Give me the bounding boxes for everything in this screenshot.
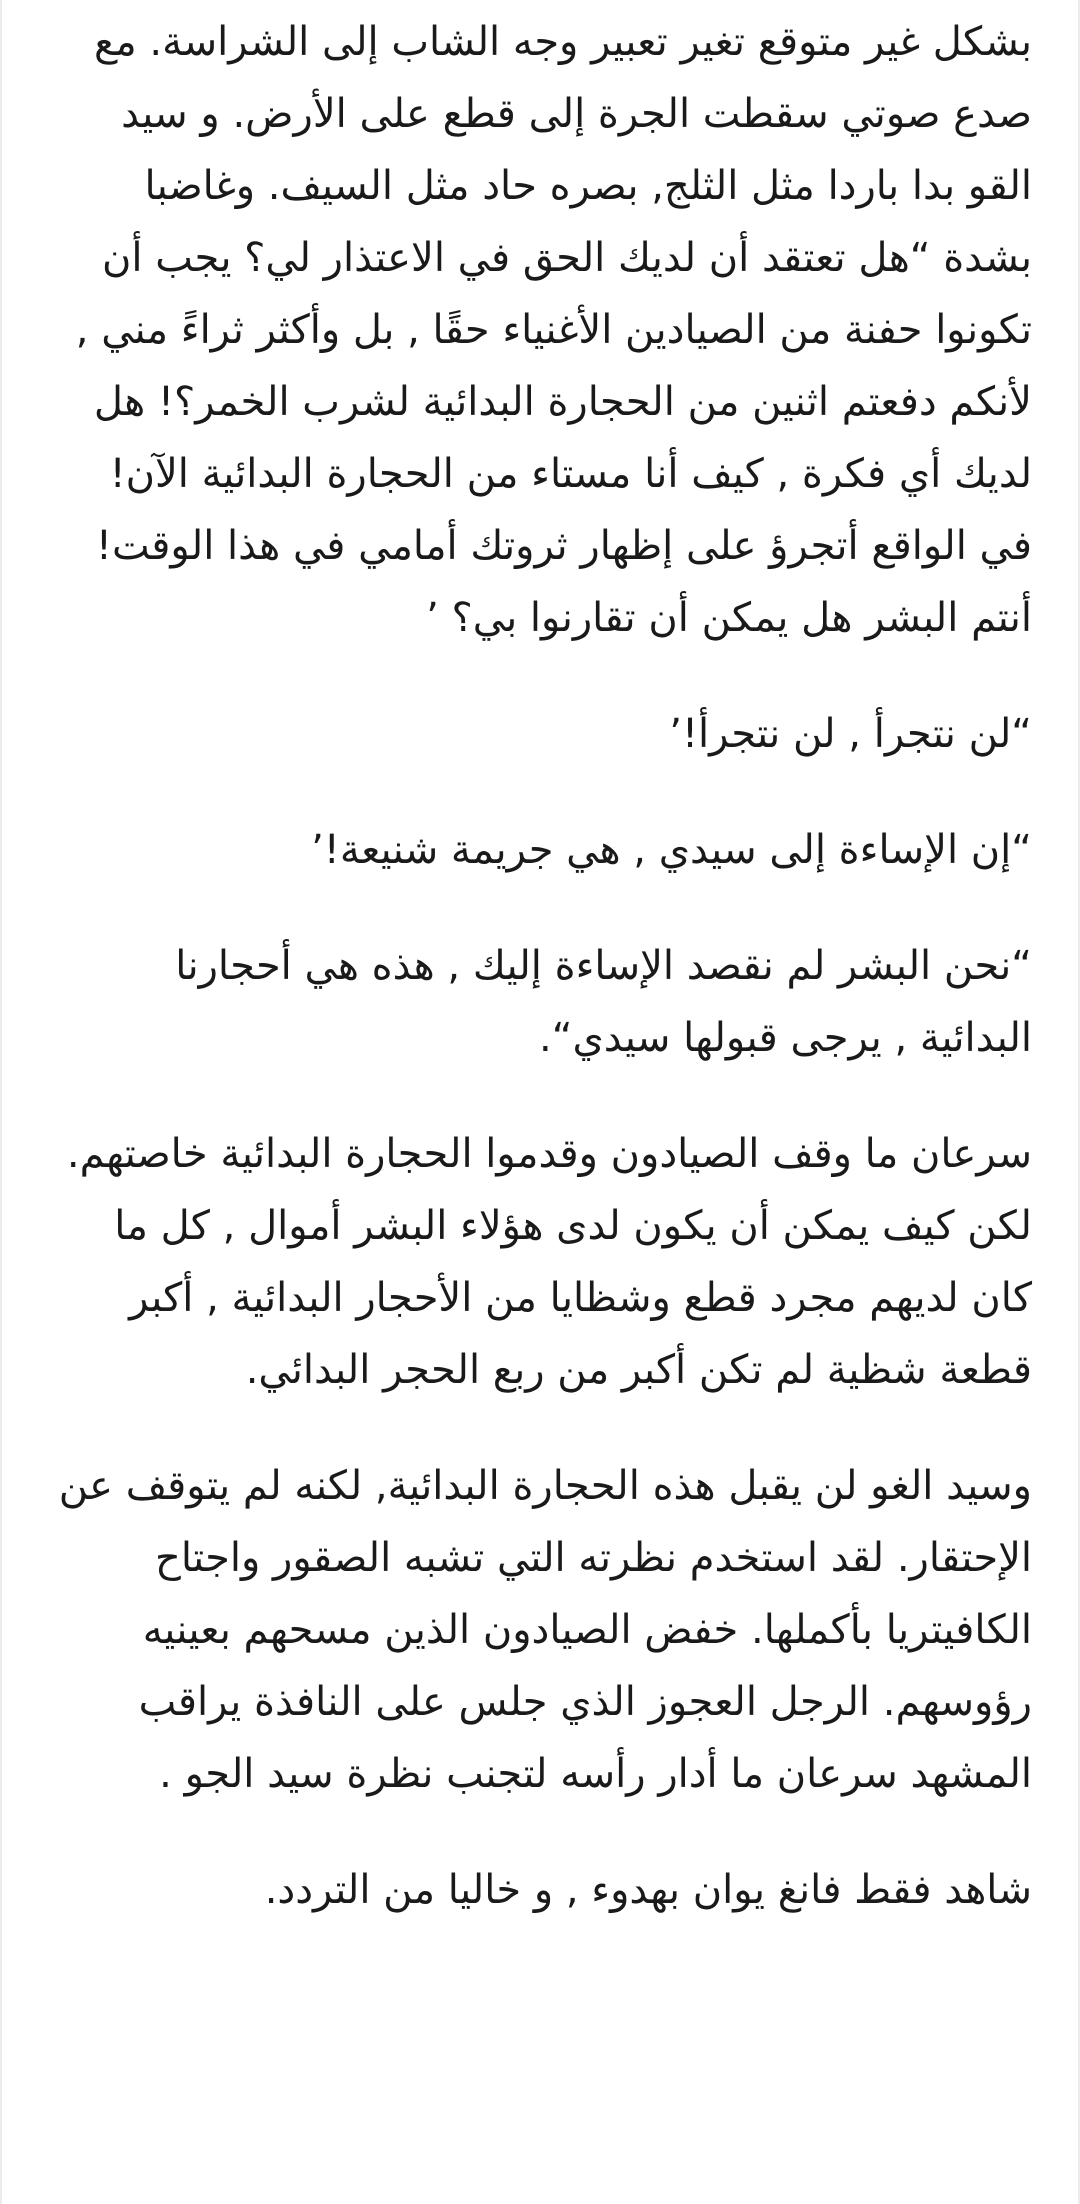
- paragraph: وسيد الغو لن يقبل هذه الحجارة البدائية, لكنه لم يتوقف عن الإحتقار. لقد استخدم نظرته التي تشبه الصقور واجتاح الكافيتريا بأكملها. خفض الصيادون الذين مسحهم بعينيه رؤوسهم. الرجل العجوز الذي جلس على النافذة يراقب المشهد سرعان ما أدار رأسه لتجنب نظرة سيد الجو .: [58, 1463, 1032, 1797]
- chapter-text: [54, 6, 1032, 1970]
- paragraph: “لن نتجرأ , لن نتجرأ!’: [669, 711, 1032, 757]
- paragraph: “نحن البشر لم نقصد الإساءة إليك , هذه هي أحجارنا البدائية , يرجى قبولها سيدي“.: [175, 943, 1032, 1061]
- paragraph: “إن الإساءة إلى سيدي , هي جريمة شنيعة!’: [311, 827, 1032, 873]
- paragraph: شاهد فقط فانغ يوان بهدوء , و خاليا من التردد.: [264, 1867, 1032, 1913]
- paragraph: بشكل غير متوقع تغير تعبير وجه الشاب إلى الشراسة. مع صدع صوتي سقطت الجرة إلى قطع على الأرض. و سيد القو بدا باردا مثل الثلج, بصره حاد مثل السيف. وغاضبا بشدة “هل تعتقد أن لديك الحق في الاعتذار لي؟ يجب أن تكونوا حفنة من الصيادين الأغنياء حقًا , بل وأكثر ثراءً مني , لأنكم دفعتم اثنين من الحجارة البدائية لشرب الخمر؟! هل لديك أي فكرة , كيف أنا مستاء من الحجارة البدائية الآن! في الواقع أتجرؤ على إظهار ثروتك أمامي في هذا الوقت! أنتم البشر هل يمكن أن تقارنوا بي؟ ’: [75, 19, 1032, 641]
- paragraph: سرعان ما وقف الصيادون وقدموا الحجارة البدائية خاصتهم. لكن كيف يمكن أن يكون لدى هؤلاء البشر أموال , كل ما كان لديهم مجرد قطع وشظايا من الأحجار البدائية , أكبر قطعة شظية لم تكن أكبر من ربع الحجر البدائي.: [66, 1131, 1032, 1393]
